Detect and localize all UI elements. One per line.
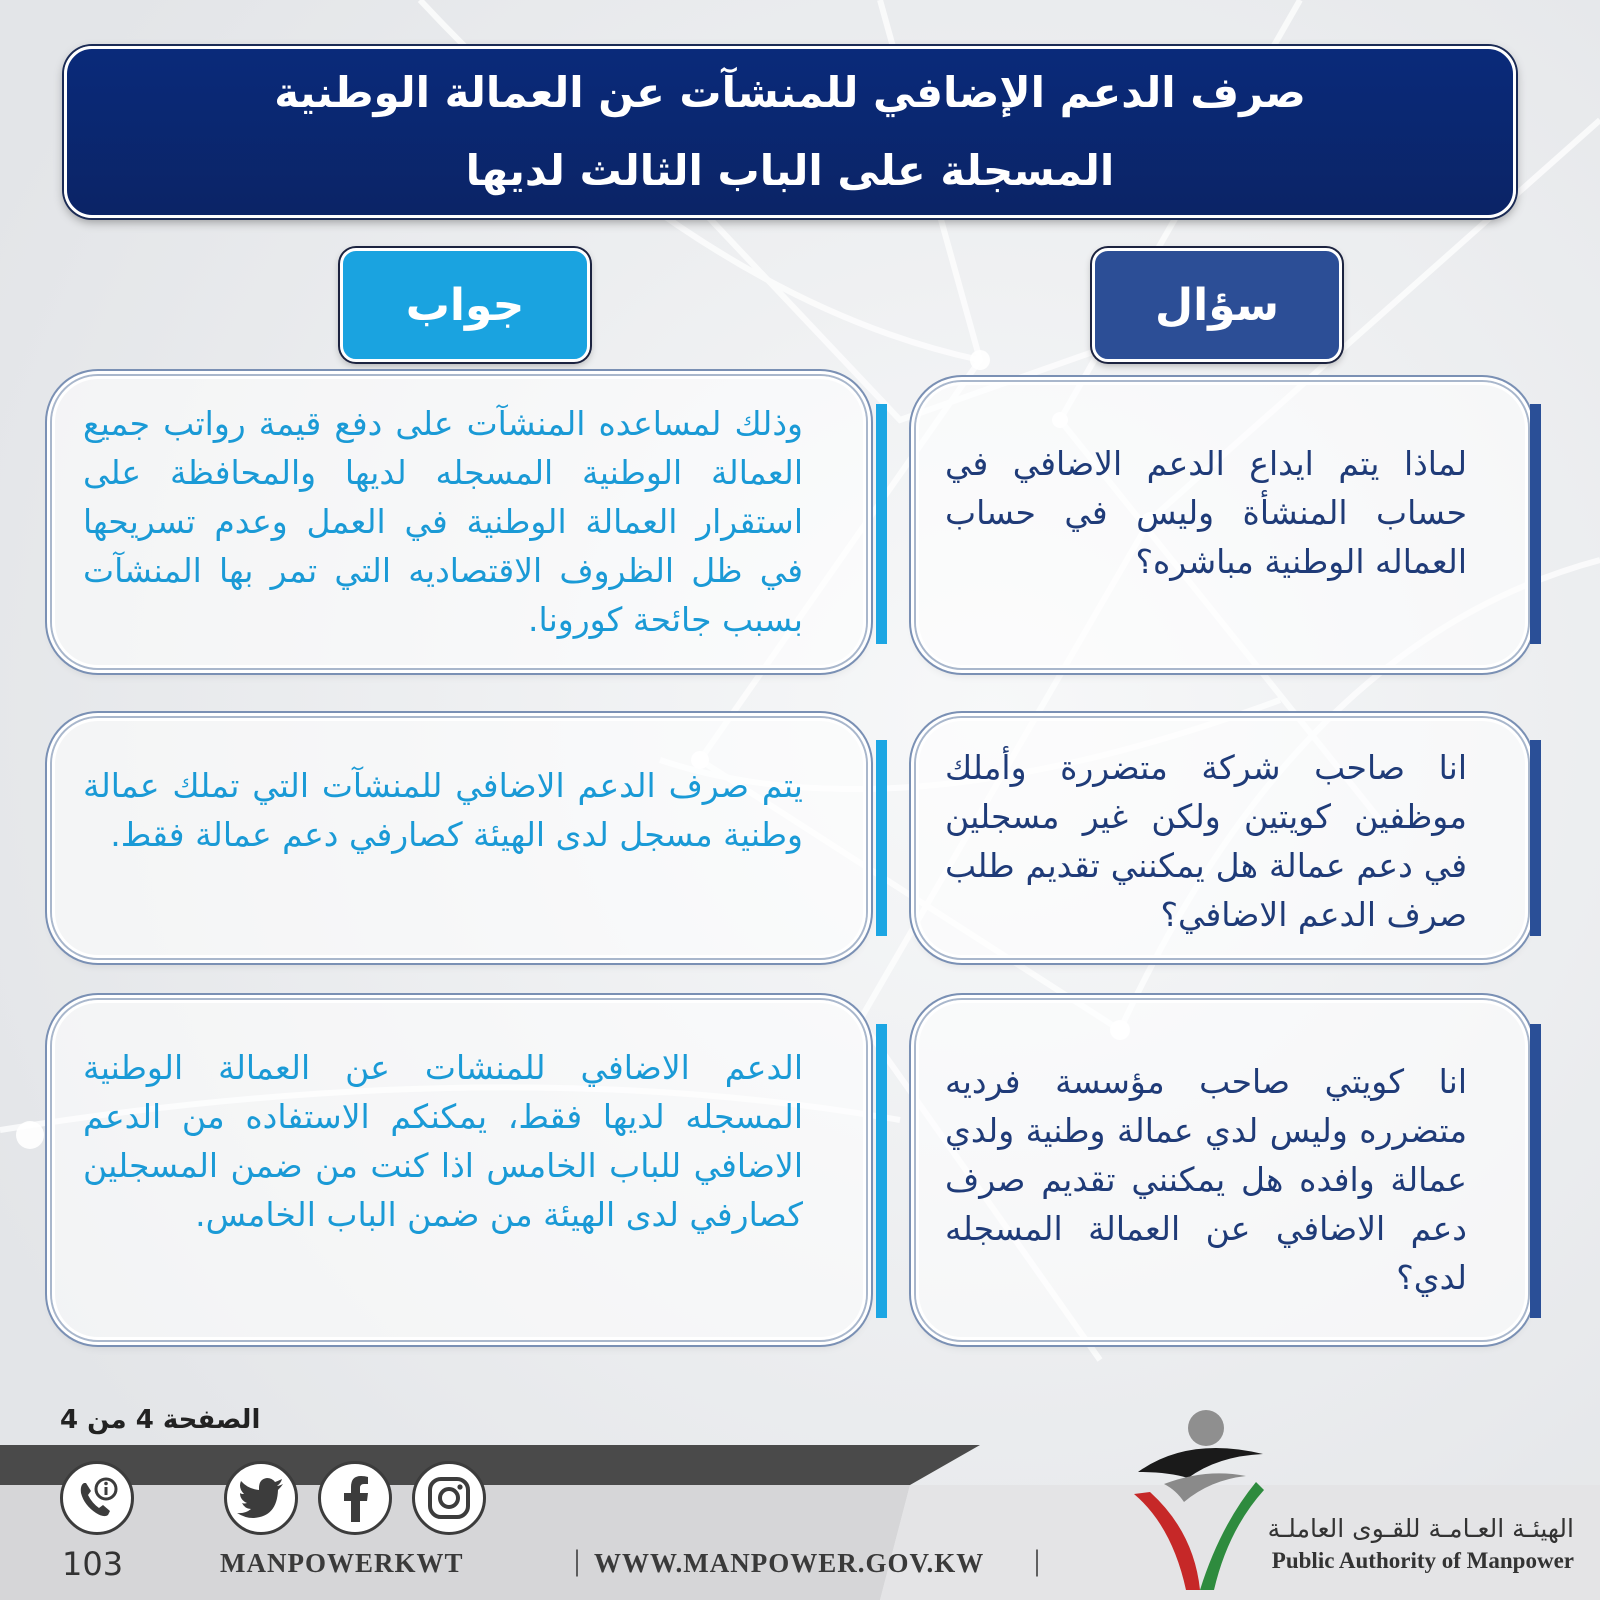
question-accent-bar-2 [1530, 740, 1541, 936]
answer-header: جواب [340, 248, 590, 362]
question-text-2: انا صاحب شركة متضررة وأملك موظفين كويتين ولكن غير مسجلين في دعم عمالة هل يمكنني تقديم طلب صرف الدعم الاضافي؟ [945, 748, 1467, 934]
answer-text-3: الدعم الاضافي للمنشات عن العمالة الوطنية المسجله لديها فقط، يمكنكم الاستفاده من الدعم الاضافي للباب الخامس اذا كنت من ضمن المسجلين كصارفي لدى الهيئة من ضمن الباب الخامس. [83, 1048, 803, 1234]
question-text-3: انا كويتي صاحب مؤسسة فرديه متضرره وليس لدي عمالة وطنية ولدي عمالة وافده هل يمكنني تقديم صرف دعم الاضافي عن العمالة المسجله لدي؟ [945, 1062, 1467, 1297]
twitter-icon[interactable] [224, 1461, 298, 1535]
question-text-1: لماذا يتم ايداع الدعم الاضافي في حساب المنشأة وليس في حساب العماله الوطنية مباشره؟ [945, 444, 1467, 581]
answer-accent-bar-1 [876, 404, 887, 644]
title-line-1: صرف الدعم الإضافي للمنشآت عن العمالة الوطنية [274, 68, 1306, 117]
org-name-arabic: الهيئـة العـامـة للقـوى العاملـة [1267, 1514, 1574, 1543]
answer-card-2 [52, 718, 866, 958]
phone-info-icon[interactable] [60, 1461, 134, 1535]
social-handle[interactable]: MANPOWERKWT [220, 1548, 464, 1578]
question-accent-bar-1 [1530, 404, 1541, 644]
question-card-2 [916, 718, 1528, 958]
separator-left: | [574, 1544, 581, 1577]
answer-text-1: وذلك لمساعده المنشآت على دفع قيمة رواتب جميع العمالة الوطنية المسجله لديها والمحافظة على استقرار العمالة الوطنية في العمل وعدم تسريحها في ظل الظروف الاقتصاديه التي تمر بها المنشآت بسبب جائحة كورونا. [83, 404, 803, 639]
facebook-icon[interactable] [318, 1461, 392, 1535]
title-banner [64, 46, 1516, 218]
title-line-2: المسجلة على الباب الثالث لديها [465, 146, 1115, 195]
page-indicator: الصفحة 4 من 4 [60, 1405, 261, 1435]
question-header: سؤال [1092, 248, 1342, 362]
separator-right: | [1034, 1544, 1041, 1577]
instagram-icon[interactable] [412, 1461, 486, 1535]
question-card-3 [916, 1000, 1528, 1340]
website-link[interactable]: WWW.MANPOWER.GOV.KW [594, 1548, 985, 1578]
answer-accent-bar-2 [876, 740, 887, 936]
question-card-1 [916, 382, 1528, 668]
answer-card-3 [52, 1000, 866, 1340]
org-name-english: Public Authority of Manpower [1271, 1548, 1574, 1573]
answer-card-1 [52, 376, 866, 668]
answer-text-2: يتم صرف الدعم الاضافي للمنشآت التي تملك عمالة وطنية مسجل لدى الهيئة كصارفي دعم عمالة فقط. [83, 766, 803, 854]
hotline-number: 103 [62, 1545, 124, 1583]
question-accent-bar-3 [1530, 1024, 1541, 1318]
answer-accent-bar-3 [876, 1024, 887, 1318]
